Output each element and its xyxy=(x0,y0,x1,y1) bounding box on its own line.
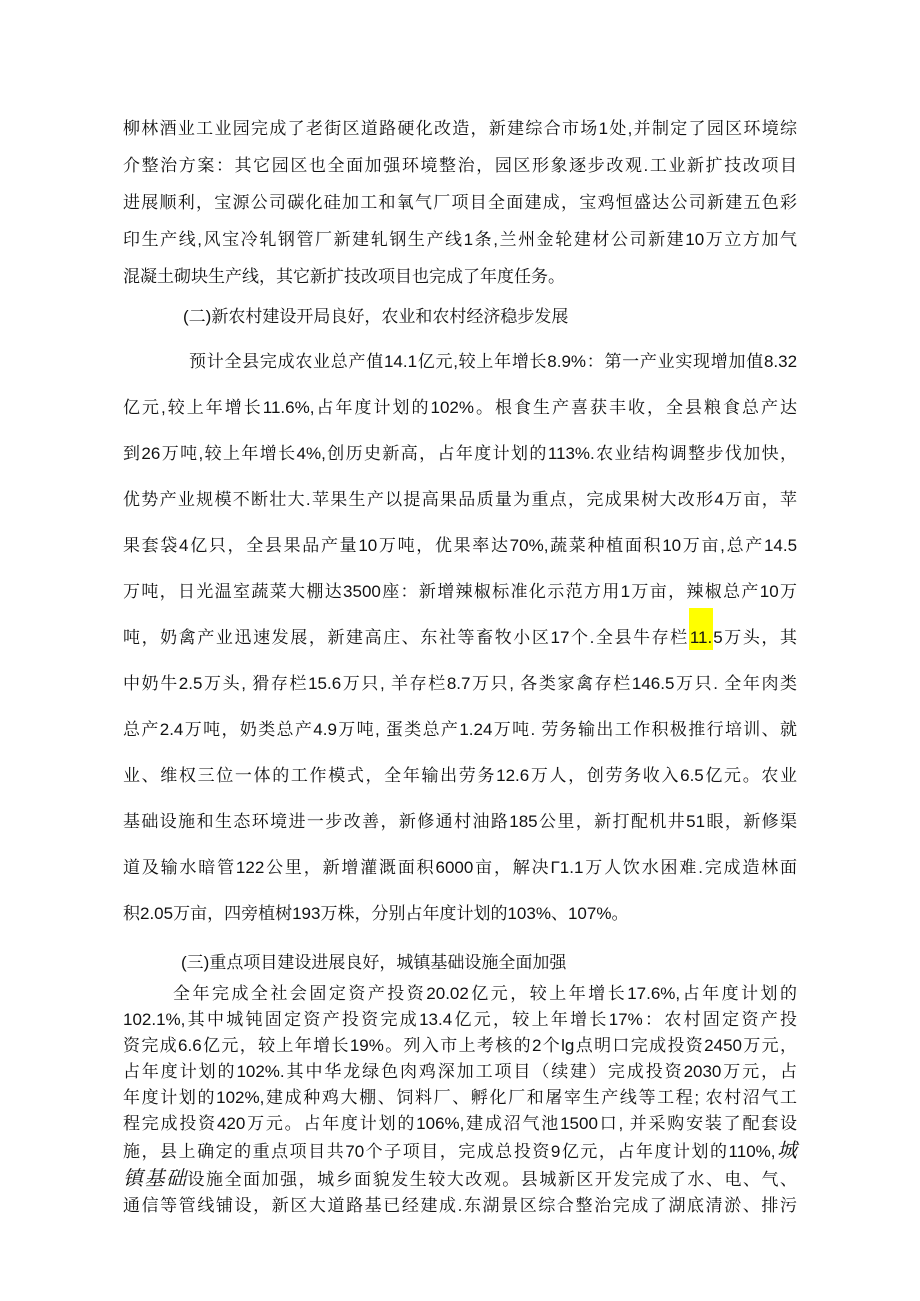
text-run: 设施全面加强，城乡面貌发生较大改观。县城新区开发完成了水、电、气、 xyxy=(187,1170,798,1189)
section-heading-2: (二)新农村建设开局良好，农业和农村经济稳步发展 xyxy=(183,307,569,326)
text-line: 预计全县完成农业总产值14.1亿元,较上年增长8.9%：第一产业实现增加值8.32 xyxy=(189,352,798,371)
text-line: 积2.05万亩，四旁植树193万株，分别占年度计划的103%、107%。 xyxy=(123,904,629,923)
paragraph-projects xyxy=(123,981,797,1219)
text-run: 5万头，其 xyxy=(713,628,798,647)
text-line: 果套袋4亿只，全县果品产量10万吨，优果率达70%,蔬菜种植面积10万亩,总产14.5 xyxy=(123,536,798,555)
highlighted-value: 11. xyxy=(689,608,713,650)
text-line: 业、维权三位一体的工作模式，全年输出劳务12.6万人，创劳务收入6.5亿元。农业 xyxy=(123,766,798,785)
text-line-with-italic xyxy=(123,1137,797,1165)
text-line: 道及输水暗管122公里，新增灌溉面积6000亩，解决Γ1.1万人饮水困难.完成造林面 xyxy=(123,858,798,877)
text-line: 102.1%,其中城钝固定资产投资完成13.4亿元，较上年增长17%：农村固定资产投 xyxy=(123,1010,798,1029)
text-line: 年度计划的102%,建成种鸡大棚、饲料厂、孵化厂和屠宰生产线等工程; 农村沼气工 xyxy=(123,1088,798,1107)
text-line: 亿元,较上年增长11.6%,占年度计划的102%。根食生产喜获丰收，全县粮食总产达 xyxy=(123,398,798,417)
text-line: 全年完成全社会固定资产投资20.02亿元，较上年增长17.6%,占年度计划的 xyxy=(173,984,798,1003)
text-line: 柳林酒业工业园完成了老街区道路硬化改造，新建综合市场1处,并制定了园区环境综 xyxy=(123,119,798,138)
text-line-with-highlight xyxy=(123,615,797,661)
text-line: 通信等管线铺设，新区大道路基已经建成.东湖景区综合整治完成了湖底清淤、排污 xyxy=(123,1196,798,1215)
text-line: 资完成6.6亿元，较上年增长19%。列入市上考核的2个lg点明口完成投资2450万元， xyxy=(123,1036,798,1055)
text-run: 施，县上确定的重点项目共70个子项目，完成总投资9亿元，占年度计划的110%, xyxy=(123,1142,776,1161)
text-line: 印生产线,风宝冷轧钢管厂新建轧钢生产线1条,兰州金轮建材公司新建10万立方加气 xyxy=(123,230,798,249)
paragraph-industry xyxy=(123,110,797,295)
text-line: 程完成投资420万元。占年度计划的106%,建成沼气池1500口, 并采购安装了配套设 xyxy=(123,1114,798,1133)
text-line: 到26万吨,较上年增长4%,创历史新高，占年度计划的113%.农业结构调整步伐加快， xyxy=(123,444,798,463)
text-line: 基础设施和生态环境进一步改善，新修通村油路185公里，新打配机井51眼，新修渠 xyxy=(123,812,798,831)
section-heading-3: (三)重点项目建设进展良好，城镇基础设施全面加强 xyxy=(181,953,567,972)
text-line: 占年度计划的102%.其中华龙绿色肉鸡深加工项目（续建）完成投资2030万元，占 xyxy=(123,1062,798,1081)
document-content xyxy=(123,110,797,1219)
italic-run: 城 xyxy=(775,1138,798,1162)
text-run: 吨，奶禽产业迅速发展，新建高庄、东社等畜牧小区17个.全县牛存栏 xyxy=(123,628,689,647)
text-line: 混凝土砌块生产线，其它新扩技改项目也完成了年度任务。 xyxy=(123,267,565,286)
text-line: 进展顺利，宝源公司碳化硅加工和氧气厂项目全面建成，宝鸡恒盛达公司新建五色彩 xyxy=(123,193,797,212)
text-line: 万吨，日光温室蔬菜大棚达3500座：新增辣椒标准化示范方用1万亩，辣椒总产10万 xyxy=(123,582,798,601)
text-line-with-italic xyxy=(123,1165,797,1193)
italic-run: 镇基础 xyxy=(123,1166,188,1190)
text-line: 介整治方案：其它园区也全面加强环境整治，园区形象逐步改观.工业新扩技改项目 xyxy=(123,156,798,175)
text-line: 优势产业规模不断壮大.苹果生产以提高果品质量为重点，完成果树大改形4万亩，苹 xyxy=(123,490,798,509)
text-line: 中奶牛2.5万头, 猾存栏15.6万只, 羊存栏8.7万只, 各类家禽存栏146.5万只. 全年肉类 xyxy=(123,674,798,693)
paragraph-agriculture xyxy=(123,339,797,937)
text-line: 总产2.4万吨，奶类总产4.9万吨, 蛋类总产1.24万吨. 劳务输出工作积极推行培训、就 xyxy=(123,720,798,739)
